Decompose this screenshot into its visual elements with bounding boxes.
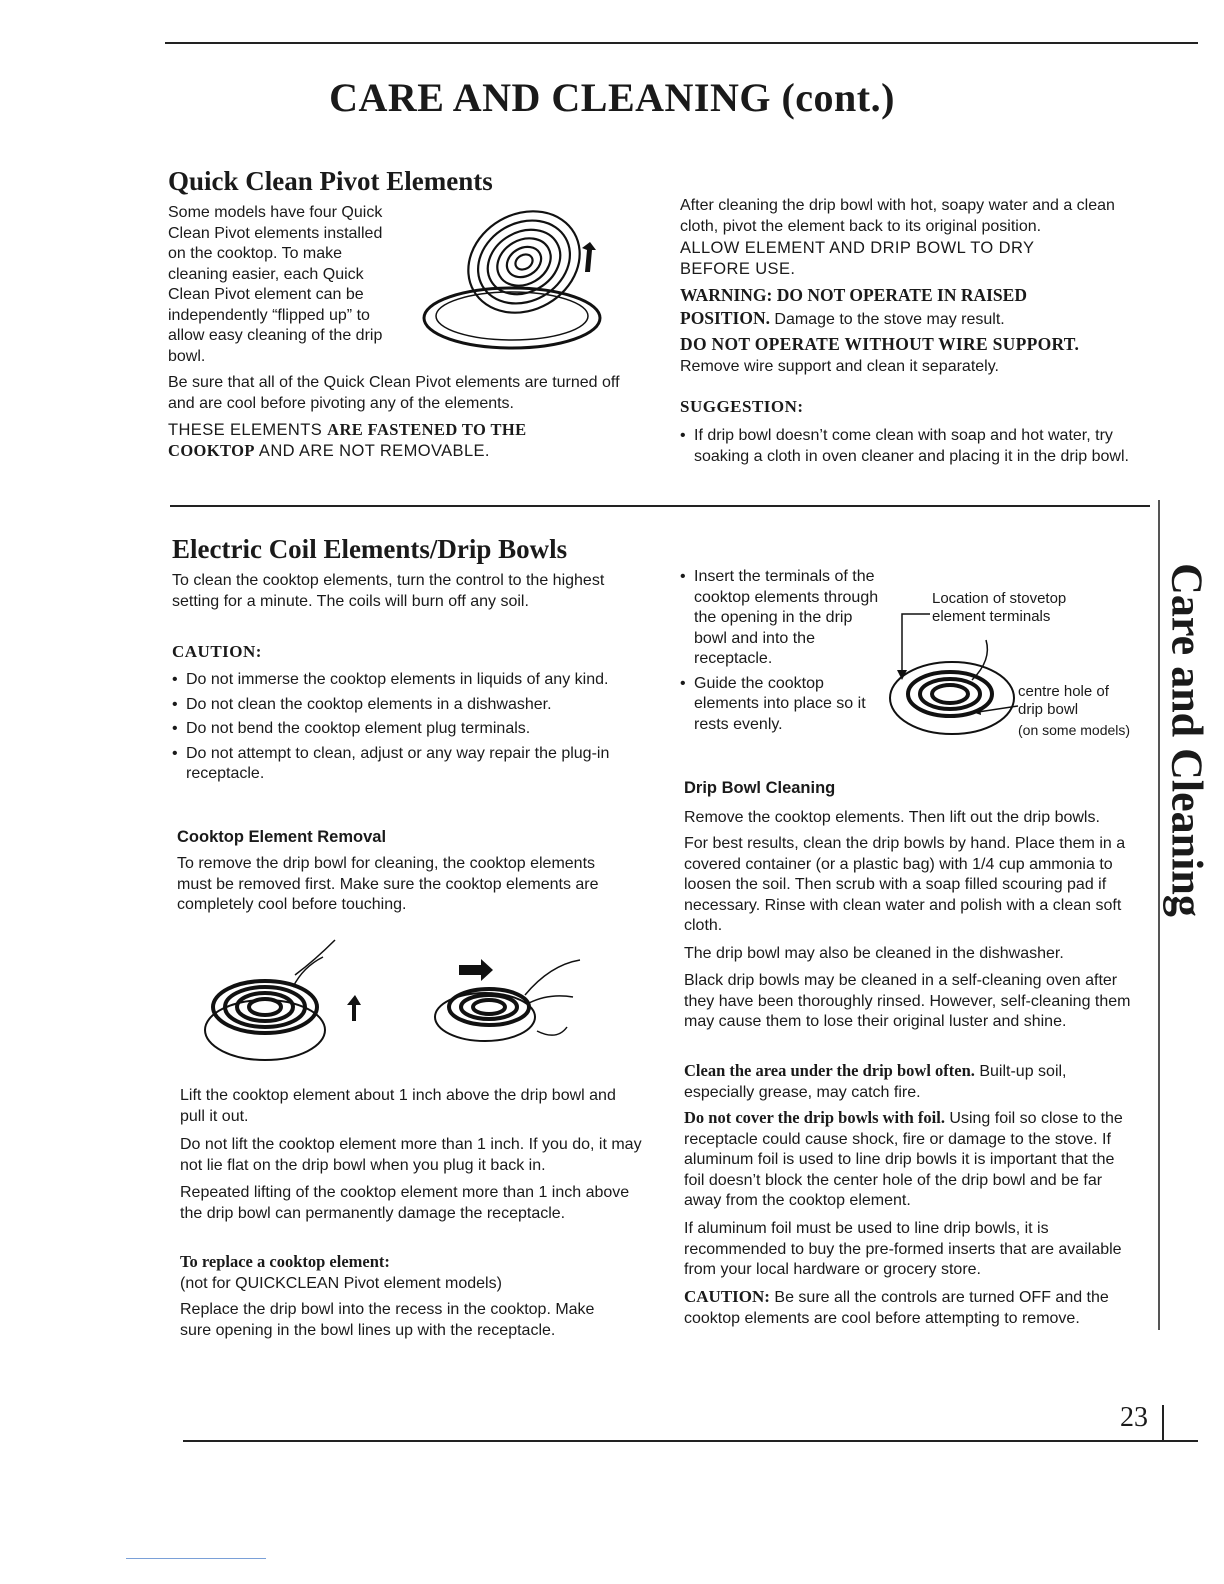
- intro-line: allow easy cleaning of the drip: [168, 327, 383, 344]
- insert-item: • Insert the terminals of the cooktop elements through the opening in the drip bowl and into the receptacle.: [680, 567, 880, 670]
- centre-hole-label: centre hole of drip bowl: [1018, 683, 1109, 718]
- drip-p2: For best results, clean the drip bowls by hand. Place them in a covered container (or a plastic bag) with 1/4 cup ammonia to loosen the soil. Then scrub with a soap filled scouring pad if necessary. Rinse with clean water and polish with a clean soft cloth.: [684, 835, 1126, 934]
- caution-item: • Do not immerse the cooktop elements in liquids of any kind.: [172, 670, 622, 691]
- replace-text: Replace the drip bowl into the recess in the cooktop. Make sure opening in the bowl lines up with the receptacle.: [180, 1301, 595, 1339]
- caution-heading: CAUTION:: [172, 642, 262, 661]
- para3-part-c: AND ARE NOT REMOVABLE.: [254, 441, 490, 460]
- side-vertical-rule: [1158, 500, 1160, 1330]
- lift-text: Lift the cooktop element about 1 inch above the drip bowl and pull it out.: [180, 1087, 616, 1125]
- warning-raised-text: [680, 285, 1120, 330]
- final-caution-text: [684, 1287, 1154, 1329]
- insert-item: • Guide the cooktop elements into place so it rests evenly.: [680, 674, 880, 736]
- para3-part-b: ARE FASTENED TO THE COOKTOP: [168, 420, 527, 460]
- drip-p3: The drip bowl may also be cleaned in the dishwasher.: [684, 945, 1064, 962]
- quick-clean-intro: [168, 203, 418, 367]
- pivot-element-illustration: [412, 200, 612, 360]
- drip-p4: Black drip bowls may be cleaned in a self-cleaning oven after they have been thoroughly rinsed. However, self-cleaning them may cause them to lose their original luster and shine.: [684, 972, 1131, 1030]
- pivot-back-text: After cleaning the drip bowl with hot, soapy water and a clean cloth, pivot the element back to its original position.: [680, 197, 1115, 235]
- remove-wire-support-text: Remove wire support and clean it separately.: [680, 358, 999, 375]
- caution-list: [172, 670, 622, 789]
- clean-area-text: [684, 1061, 1134, 1103]
- quick-clean-heading: Quick Clean Pivot Elements: [168, 166, 493, 196]
- repeated-lift-text: Repeated lifting of the cooktop element more than 1 inch above the drip bowl can permanently damage the receptacle.: [180, 1184, 630, 1222]
- warning-raised-bold: WARNING: DO NOT OPERATE IN RAISED POSITION.: [680, 285, 1027, 328]
- bottom-rule: [183, 1440, 1198, 1442]
- replace-heading: To replace a cooktop element:: [180, 1252, 390, 1271]
- removal-text: To remove the drip bowl for cleaning, the cooktop elements must be removed first. Make sure the cooktop elements are completely cool before touching.: [177, 855, 599, 913]
- coil-heading: Electric Coil Elements/Drip Bowls: [172, 534, 568, 564]
- caution-item: • Do not attempt to clean, adjust or any way repair the plug-in receptacle.: [172, 744, 622, 785]
- scan-artifact-line: [126, 1558, 266, 1559]
- intro-line: cleaning easier, each Quick: [168, 265, 364, 283]
- caution-item: • Do not clean the cooktop elements in a dishwasher.: [172, 695, 622, 716]
- final-caution-bold: CAUTION:: [684, 1287, 770, 1306]
- clean-area-rest: Built-up soil, especially grease, may catch fire.: [684, 1063, 1067, 1101]
- suggestion-heading: SUGGESTION:: [680, 397, 804, 416]
- para3-part-a: THESE ELEMENTS: [168, 421, 328, 439]
- side-tab: [1162, 563, 1212, 917]
- pull-element-illustration: [425, 945, 595, 1055]
- quick-clean-para3: [168, 420, 608, 461]
- insert-list: [680, 567, 880, 739]
- foil-bold: Do not cover the drip bowls with foil.: [684, 1108, 945, 1127]
- lift-element-illustration: [195, 935, 375, 1075]
- intro-line: Clean Pivot elements installed: [168, 224, 383, 242]
- final-caution-rest: Be sure all the controls are turned OFF and the cooktop elements are cool before attempting to remove.: [684, 1289, 1109, 1327]
- section-divider: [170, 505, 1150, 507]
- clean-area-bold: Clean the area under the drip bowl often.: [684, 1061, 975, 1080]
- caution-item: • Do not bend the cooktop element plug terminals.: [172, 719, 622, 740]
- suggestion-item: • If drip bowl doesn’t come clean with soap and hot water, try soaking a cloth in oven cleaner and placing it in the drip bowl.: [680, 426, 1140, 467]
- coil-intro: To clean the cooktop elements, turn the control to the highest setting for a minute. The coils will burn off any soil.: [172, 572, 605, 610]
- page-title: CARE AND CLEANING (cont.): [329, 75, 895, 120]
- intro-line: Clean Pivot element can be: [168, 286, 364, 303]
- side-tab-label: Care and Cleaning: [1162, 563, 1212, 917]
- intro-line: Some models have four Quick: [168, 204, 383, 221]
- warning-raised-rest: Damage to the stove may result.: [769, 310, 1005, 328]
- suggestion-list: [680, 426, 1140, 471]
- drip-bowl-terminal-diagram: [880, 610, 1030, 745]
- foil-p2: If aluminum foil must be used to line drip bowls, it is recommended to buy the pre-formed inserts that are available from your local hardware or grocery store.: [684, 1220, 1122, 1278]
- foil-text: [684, 1108, 1134, 1212]
- drip-p1: Remove the cooktop elements. Then lift out the drip bowls.: [684, 809, 1100, 826]
- page-number: 23: [1120, 1402, 1148, 1433]
- quick-clean-para2: Be sure that all of the Quick Clean Pivot elements are turned off and are cool before pivoting any of the elements.: [168, 374, 620, 412]
- intro-line: bowl.: [168, 347, 206, 365]
- dry-before-use-text: ALLOW ELEMENT AND DRIP BOWL TO DRY BEFORE USE.: [680, 239, 1035, 278]
- removal-heading: Cooktop Element Removal: [177, 828, 387, 846]
- drip-bowl-cleaning-heading: Drip Bowl Cleaning: [684, 779, 836, 797]
- intro-line: independently “flipped up” to: [168, 306, 370, 324]
- no-lift-text: Do not lift the cooktop element more than 1 inch. If you do, it may not lie flat on the drip bowl when you plug it back in.: [180, 1136, 642, 1174]
- intro-line: on the cooktop. To make: [168, 245, 343, 262]
- no-wire-support-heading: DO NOT OPERATE WITHOUT WIRE SUPPORT.: [680, 334, 1080, 354]
- top-rule: [165, 42, 1198, 44]
- right-margin-rule: [1162, 1405, 1164, 1440]
- terminal-location-label: Location of stovetop element terminals: [932, 590, 1067, 625]
- some-models-label: (on some models): [1018, 722, 1131, 738]
- foil-rest: Using foil so close to the receptacle could cause shock, fire or damage to the stove. If aluminum foil is used to line drip bowls it is important that the foil doesn’t block the center hole of the drip bowl and be far away from the cooktop element.: [684, 1110, 1123, 1209]
- replace-note: (not for QUICKCLEAN Pivot element models): [180, 1275, 502, 1292]
